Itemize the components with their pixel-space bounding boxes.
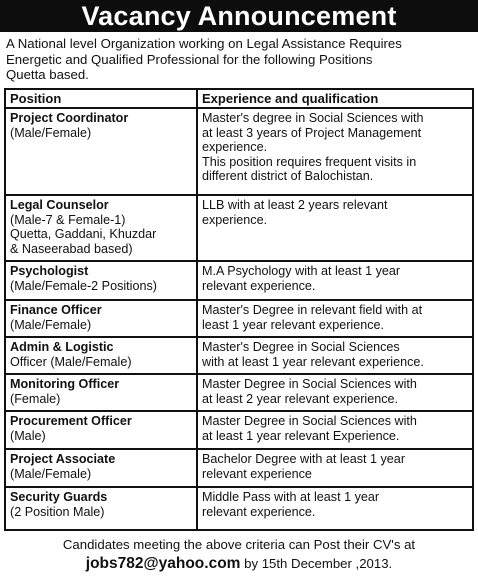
position-cell (6, 262, 198, 299)
position-title: Legal Counselor (10, 198, 109, 212)
experience-line: Bachelor Degree with at least 1 year (202, 452, 406, 466)
experience-cell (198, 109, 472, 194)
intro-line: Quetta based. (6, 67, 89, 82)
position-detail: (Male-7 & Female-1) (10, 212, 126, 227)
experience-cell (198, 262, 472, 299)
experience-cell (198, 412, 472, 448)
position-cell (6, 301, 198, 336)
experience-line: at least 1 year relevant Experience. (202, 428, 400, 443)
position-cell (6, 375, 198, 410)
experience-cell (198, 196, 472, 260)
experience-line: at least 2 year relevant experience. (202, 391, 399, 406)
experience-line: Master's degree in Social Sciences with (202, 111, 424, 125)
experience-line: This position requires frequent visits in (202, 154, 417, 169)
experience-line: Master Degree in Social Sciences with (202, 414, 417, 428)
position-cell (6, 196, 198, 260)
footer-instructions: Candidates meeting the above criteria can Post their CV's at (62, 537, 416, 552)
experience-line: LLB with at least 2 years relevant (202, 198, 388, 212)
position-cell (6, 488, 198, 529)
footer-deadline-line (0, 554, 478, 574)
position-cell (6, 338, 198, 373)
experience-line: experience. (202, 140, 268, 155)
table-row (6, 196, 472, 262)
table-row (6, 301, 472, 338)
experience-line: Master's Degree in relevant field with at (202, 303, 423, 317)
table-row (6, 412, 472, 450)
experience-line: at least 3 years of Project Management (202, 125, 422, 140)
position-detail: Quetta, Gaddani, Khuzdar (10, 227, 157, 242)
position-title: Security Guards (10, 490, 108, 504)
position-detail: (Male/Female) (10, 125, 92, 140)
position-title: Admin & Logistic (10, 340, 114, 354)
footer-note (0, 536, 478, 574)
position-detail: (Female) (10, 391, 61, 406)
position-cell (6, 412, 198, 448)
position-title: Procurement Officer (10, 414, 132, 428)
experience-cell (198, 375, 472, 410)
experience-cell (198, 301, 472, 336)
experience-line: with at least 1 year relevant experience. (202, 354, 424, 369)
experience-line: least 1 year relevant experience. (202, 317, 385, 332)
page-title: Vacancy Announcement (0, 0, 478, 32)
experience-line: M.A Psychology with at least 1 year (202, 264, 401, 278)
table-row (6, 338, 472, 375)
position-title: Monitoring Officer (10, 377, 120, 391)
position-cell (6, 450, 198, 486)
position-detail: (Male/Female) (10, 466, 92, 481)
table-row (6, 375, 472, 412)
position-cell (6, 109, 198, 194)
position-detail: (Male/Female-2 Positions) (10, 278, 157, 293)
vacancy-table (4, 88, 474, 531)
position-detail: (2 Position Male) (10, 504, 105, 519)
experience-line: Master's Degree in Social Sciences (202, 340, 400, 354)
experience-line: Middle Pass with at least 1 year (202, 490, 380, 504)
experience-line: experience. (202, 212, 268, 227)
intro-line: A National level Organization working on Legal Assistance Requires (6, 36, 402, 51)
header-position: Position (6, 90, 198, 107)
header-experience: Experience and qualification (202, 91, 379, 106)
table-row (6, 488, 472, 529)
experience-line: different district of Balochistan. (202, 169, 374, 184)
experience-line: relevant experience (202, 466, 312, 481)
experience-line: Master Degree in Social Sciences with (202, 377, 417, 391)
experience-cell (198, 450, 472, 486)
experience-line: relevant experience. (202, 278, 316, 293)
experience-line: relevant experience. (202, 504, 316, 519)
position-detail: Officer (Male/Female) (10, 354, 132, 369)
intro-line: Energetic and Qualified Professional for the following Positions (6, 51, 373, 67)
table-row (6, 262, 472, 301)
table-row (6, 450, 472, 488)
intro-paragraph (6, 36, 472, 83)
position-detail: (Male/Female) (10, 317, 92, 332)
position-title: Project Associate (10, 452, 116, 466)
experience-cell (198, 338, 472, 373)
position-title: Project Coordinator (10, 111, 129, 125)
contact-email: jobs782@yahoo.com (85, 555, 241, 572)
table-row (6, 109, 472, 196)
deadline-text: by 15th December ,2013. (244, 556, 393, 571)
table-header-row (6, 90, 472, 109)
position-detail: & Naseerabad based) (10, 241, 133, 256)
position-title: Psychologist (10, 264, 89, 278)
position-detail: (Male) (10, 428, 46, 443)
position-title: Finance Officer (10, 303, 102, 317)
experience-cell (198, 488, 472, 529)
